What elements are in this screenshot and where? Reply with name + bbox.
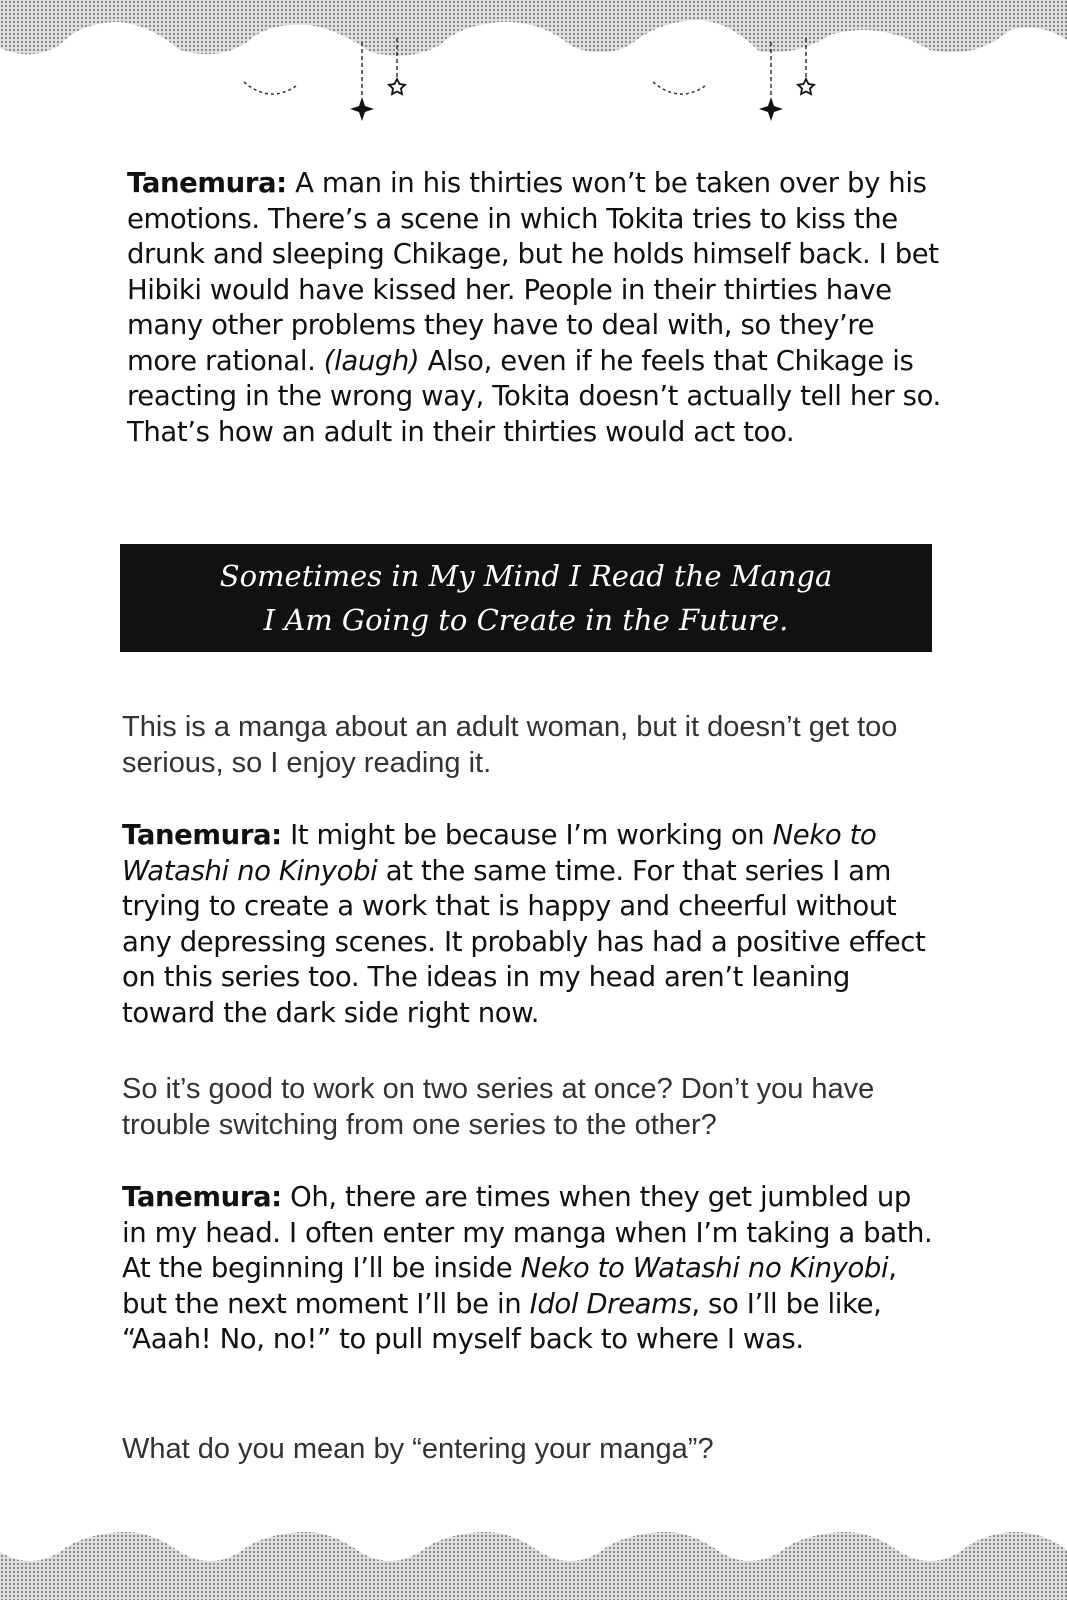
- interview-answer-2: [122, 818, 942, 1031]
- interview-answer-1: [127, 166, 947, 450]
- answer-italic: (laugh): [323, 344, 420, 377]
- speaker-label: Tanemura:: [122, 819, 282, 851]
- answer-text-mid: , but the next moment I’ll be in: [122, 1252, 897, 1320]
- answer-italic: Neko to Watashi no Kinyobi: [520, 1252, 889, 1284]
- answer-text-after: Also, even if he feels that Chikage is reacting in the wrong way, Tokita doesn’t actually tell her so. That’s how an adult in their thirties would act too.: [127, 344, 941, 448]
- answer-text-after: at the same time. For that series I am trying to create a work that is happy and cheerful without any depressing scenes. It probably has had a positive effect on this series too. The ideas in my head aren’t leaning toward the dark side right now.: [122, 854, 926, 1029]
- bottom-scallop-border: [0, 1490, 1067, 1600]
- interview-question-1: This is a manga about an adult woman, but it doesn’t get too serious, so I enjoy reading it.: [122, 711, 898, 779]
- heading-line-2: I Am Going to Create in the Future.: [263, 603, 789, 637]
- interview-question-2: So it’s good to work on two series at once? Don’t you have trouble switching from one series to the other?: [122, 1073, 875, 1141]
- speaker-label: Tanemura:: [122, 1181, 282, 1213]
- small-star-icon: [389, 79, 814, 94]
- answer-italic: Neko to Watashi no Kinyobi: [122, 819, 877, 887]
- speaker-label: Tanemura:: [127, 167, 287, 199]
- section-heading: [120, 544, 932, 652]
- heading-line-1: Sometimes in My Mind I Read the Manga: [219, 559, 833, 593]
- top-scallop-border: [0, 0, 1067, 130]
- hanging-ornaments: [244, 38, 806, 95]
- answer-italic-2: Idol Dreams: [529, 1287, 692, 1320]
- answer-text: Oh, there are times when they get jumbled up in my head. I often enter my manga when I’m taking a bath. At the beginning I’ll be inside: [122, 1181, 933, 1284]
- answer-text: It might be because I’m working on: [281, 819, 773, 851]
- interview-answer-3: [122, 1180, 942, 1358]
- star-icon: [350, 97, 783, 121]
- answer-text-after: , so I’ll be like, “Aaah! No, no!” to pull myself back to where I was.: [122, 1287, 882, 1355]
- interview-question-3: What do you mean by “entering your manga”?: [122, 1433, 714, 1465]
- answer-text: A man in his thirties won’t be taken over by his emotions. There’s a scene in which Tokita tries to kiss the drunk and sleeping Chikage, but he holds himself back. I bet Hibiki would have kissed her. People in their thirties have many other problems they have to deal with, so they’re more rational.: [127, 167, 939, 377]
